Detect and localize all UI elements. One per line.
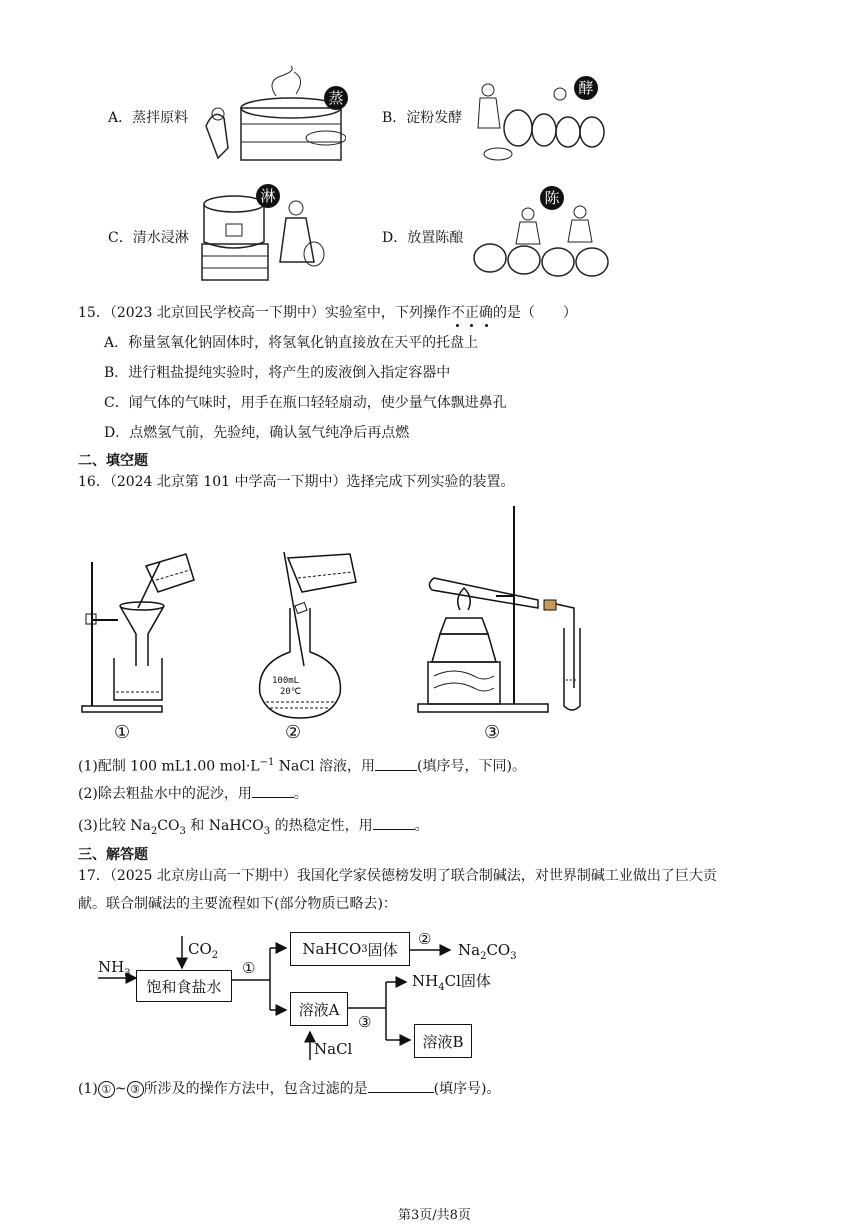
option-d: D．放置陈酿: [382, 230, 464, 246]
apparatus-label-2: ②: [285, 722, 302, 743]
q16-stem: 16．（2024 北京第 101 中学高一下期中）选择完成下列实验的装置。: [78, 474, 515, 490]
q15-option-b: B．进行粗盐提纯实验时，将产生的废液倒入指定容器中: [104, 365, 451, 381]
apparatus-heating: [414, 500, 604, 720]
option-c: C．清水浸淋: [108, 230, 189, 246]
box-saturated-brine: 饱和食盐水: [136, 970, 232, 1002]
box-nahco3-solid: NaHCO 3 固体: [290, 932, 410, 966]
q16-sub3: (3)比较 $Na_2CO_3$ 和 NaHCO$_3$ 的热稳定性，用 。: [78, 815, 429, 842]
stamp-steam: 蒸: [324, 86, 348, 110]
flow-nh3: $NH_3$: [98, 958, 131, 979]
flow-nh4cl-solid: $NH_4Cl$固体: [412, 972, 491, 993]
section-answer: 三、解答题: [78, 847, 148, 863]
stamp-soak: 淋: [256, 184, 280, 208]
illustration-steaming: [196, 66, 346, 166]
page-footer: 第3页/共8页: [398, 1208, 471, 1223]
q15-option-a: A．称量氢氧化钠固体时，将氢氧化钠直接放在天平的托盘上: [104, 335, 479, 351]
answer-blank-3[interactable]: [373, 815, 415, 830]
flask-temp-mark: 20℃: [280, 687, 301, 697]
q17-sub1: (1) ① ~ ③ 所涉及的操作方法中，包含过滤的是 (填序号)。: [78, 1078, 501, 1099]
flow-step-2: ②: [418, 930, 432, 948]
q16-sub1: (1)配制 100 mL1.00 $mol\cdot L^{-1}$ NaCl 溶液，用 (填序号，下同)。: [78, 757, 526, 775]
q17-stem-line1: 17．（2025 北京房山高一下期中）我国化学家侯德榜发明了联合制碱法，对世界制碱工业做出了巨大贡: [78, 868, 717, 884]
option-b: B．淀粉发酵: [382, 110, 463, 126]
flow-na2co3: $Na_2CO_3$: [458, 941, 517, 962]
apparatus-label-1: ①: [114, 722, 131, 743]
q16-sub2: (2)除去粗盐水中的泥沙，用 。: [78, 783, 308, 804]
flow-co2: $CO_2$: [188, 940, 219, 961]
flow-step-3: ③: [358, 1013, 372, 1031]
section-fill-in: 二、填空题: [78, 453, 148, 469]
flow-nacl: NaCl: [314, 1040, 353, 1058]
option-a: A．蒸拌原料: [108, 110, 189, 126]
flask-volume-mark: 100mL: [272, 676, 300, 686]
answer-blank-4[interactable]: [368, 1078, 434, 1093]
stamp-ferment: 酵: [574, 76, 598, 100]
box-solution-b: 溶液B: [414, 1024, 472, 1058]
answer-blank-1[interactable]: [375, 756, 417, 771]
q15-emphasis: 不正确: [451, 305, 493, 321]
q17-stem-line2: 献。联合制碱法的主要流程如下(部分物质已略去)：: [78, 896, 397, 912]
q15-option-c: C．闻气体的气味时，用手在瓶口轻轻扇动，使少量气体飘进鼻孔: [104, 395, 507, 411]
box-solution-a: 溶液A: [290, 992, 348, 1026]
apparatus-label-3: ③: [484, 722, 501, 743]
q15-stem: 15．（2023 北京回民学校高一下期中）实验室中，下列操作不正确 的是（ ）: [78, 303, 577, 323]
flow-step-1: ①: [242, 959, 256, 977]
stamp-age: 陈: [540, 186, 564, 210]
apparatus-volumetric-flask: [250, 548, 370, 720]
q15-option-d: D．点燃氢气前，先验纯，确认氢气纯净后再点燃: [104, 425, 410, 441]
apparatus-filtration: [78, 548, 198, 718]
answer-blank-2[interactable]: [252, 783, 294, 798]
